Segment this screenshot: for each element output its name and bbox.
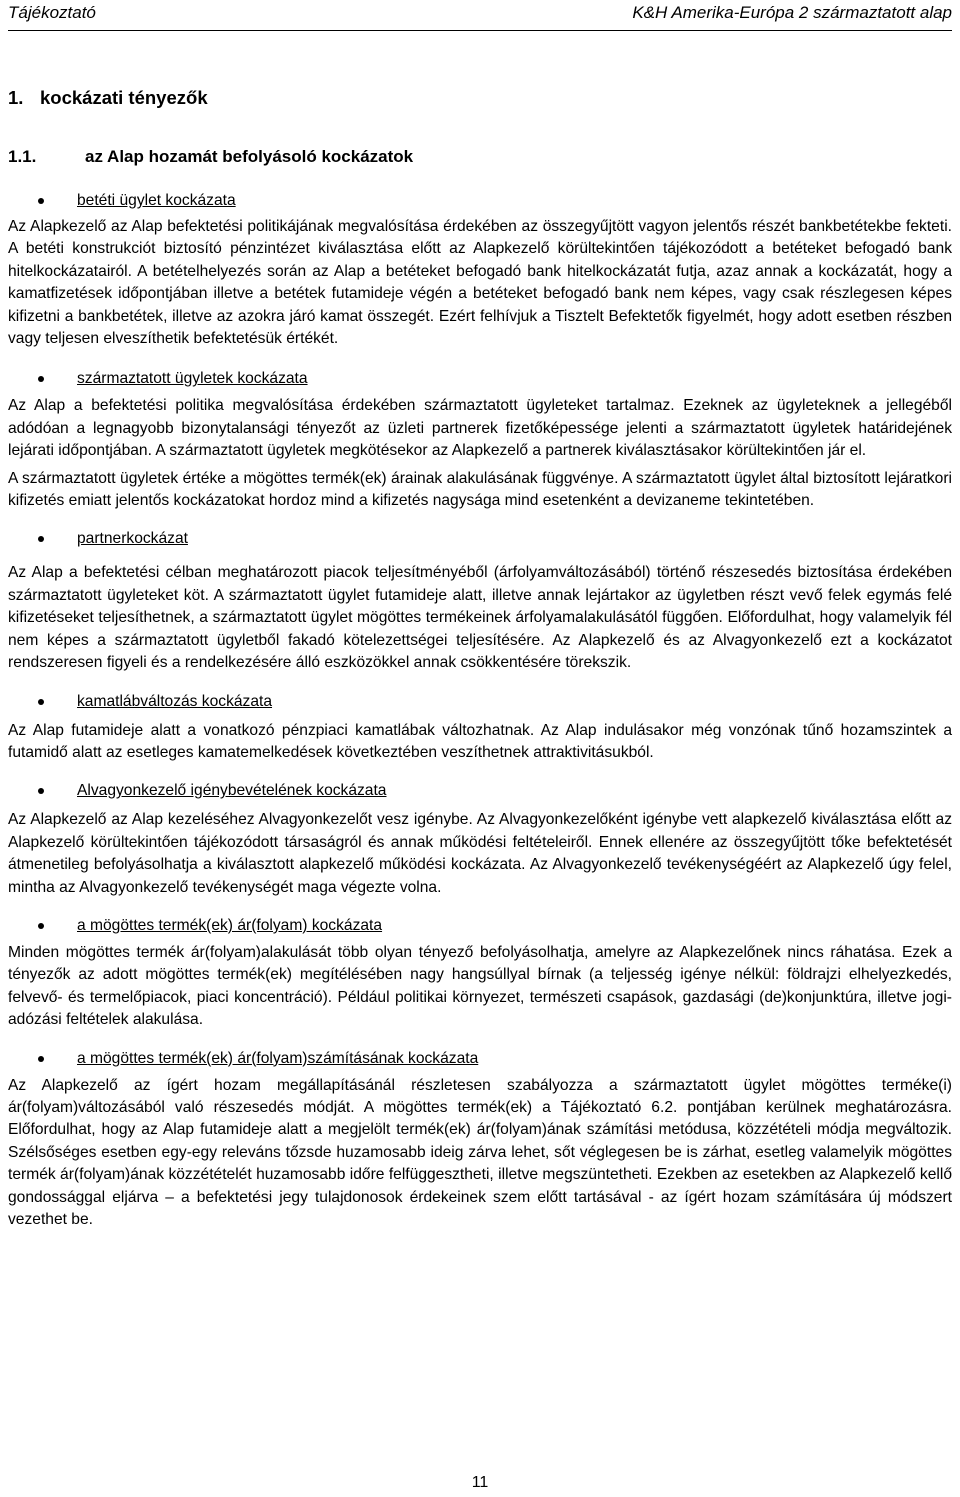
bullet-icon bbox=[38, 536, 44, 542]
header-fund-name: K&H Amerika-Európa 2 származtatott alap bbox=[632, 3, 952, 22]
subsection-number: 1.1. bbox=[8, 147, 37, 166]
section-title: kockázati tényezők bbox=[40, 87, 208, 108]
risk-item-sub-manager bbox=[8, 780, 952, 802]
risk-paragraph: Az Alap futamideje alatt a vonatkozó pénzpiaci kamatlábak változhatnak. Az Alap indulásakor még vonzónak tűnő hozamszintek a futamidő alatt az esetleges kamatemelkedések következtében veszíthetnek attraktivitásukból. bbox=[8, 721, 952, 761]
risk-paragraph: Az Alapkezelő az Alap kezeléséhez Alvagyonkezelőt vesz igénybe. Az Alvagyonkezelőként igénybe vett alapkezelő kiválasztása előtt az Alapkezelő körültekintően tájékozódott társaságról és annak működési feltételeiről. Ennek ellenére az összegyűjtött tőke befektetését átmenetileg befolyásolhatja a kiválasztott alapkezelő működési kockázata. Az Alvagyonkezelő tevékenységéért az Alapkezelő úgy felel, mintha az Alvagyonkezelő tevékenységét maga végezte volna. bbox=[8, 811, 952, 896]
risk-title: származtatott ügyletek kockázata bbox=[77, 370, 308, 388]
bullet-icon bbox=[38, 788, 44, 794]
bullet-icon bbox=[38, 1056, 44, 1062]
risk-item-interest-rate bbox=[8, 691, 952, 713]
risk-title: Alvagyonkezelő igénybevételének kockázata bbox=[77, 782, 387, 800]
section-heading bbox=[8, 87, 208, 109]
risk-paragraph: Az Alapkezelő az Alap befektetési politikájának megvalósítása érdekében az összegyűjtött vagyon jelentős részét bankbetétekbe fekteti. A betéti konstrukciót biztosító pénzintézet kiválasztása előtt az Alapkezelő körültekintően tájékozódott a betéteket befogadó bank hitelkockázatairól. A betételhelyezés során az Alap a betéteket befogadó bank hitelkockázatát futja, azaz annak a kockázatát, hogy a kamatfizetések időpontjában illetve a betétek futamideje végén a betéteket befogadó bank nem képes, vagy csak részlegesen képes kifizetni a bankbetétek, illetve az azokra járó kamat összegét. Ezért felhívjuk a Tisztelt Befektetők figyelmét, hogy adott esetben részben vagy teljesen elveszíthetik befektetésük értékét. bbox=[8, 218, 952, 348]
risk-title: betéti ügylet kockázata bbox=[77, 192, 236, 209]
risk-paragraph: Az Alapkezelő az ígért hozam megállapításánál részletesen szabályozza a származtatott ügylet mögöttes terméke(i) ár(folyam)változásából való részesedés módját. A mögöttes termék(ek) a Tájékoztató 6.2. pontjában kerülnek meghatározásra. Előfordulhat, hogy az Alap futamideje alatt a megjelölt termék(ek) ár(folyam)ának számítási metódusa, közzétételi módja megváltozik. Szélsőséges esetben egy-egy releváns tőzsde huzamosabb ideig zárva lehet, sőt véglegesen be is zárhat, esetleg valamelyik mögöttes termék ár(folyam)ának közzétételét huzamosabb időre felfüggesztheti, illetve megszüntetheti. Ezekben az esetekben az Alapkezelő kellő gondossággal eljárva – a befektetési jegy tulajdonosok érdekeinek szem előtt tartásával - az ígért hozam számítására új módszert vezethet be. bbox=[8, 1076, 952, 1228]
risk-title: partnerkockázat bbox=[77, 530, 188, 548]
risk-title: a mögöttes termék(ek) ár(folyam) kockázata bbox=[77, 916, 383, 934]
risk-paragraph: A származtatott ügyletek értéke a mögöttes termék(ek) árainak alakulásának függvénye. A származtatott ügylet által biztosított lejáratkori kifizetés emiatt jelentős kockázatokat hordoz mind a kifizetés nagysága mind esetenként a devizaneme tekintetében. bbox=[8, 469, 952, 510]
section-number: 1. bbox=[8, 87, 24, 108]
bullet-icon bbox=[38, 376, 44, 382]
page-header bbox=[8, 0, 952, 31]
header-document-type: Tájékoztató bbox=[8, 3, 96, 22]
risk-item-underlying-price bbox=[8, 915, 952, 937]
risk-item-derivatives bbox=[8, 368, 952, 390]
risk-title: a mögöttes termék(ek) ár(folyam)számításának kockázata bbox=[77, 1049, 479, 1067]
subsection-heading bbox=[8, 147, 413, 167]
risk-paragraph: Az Alap a befektetési célban meghatározott piacok teljesítményéből (árfolyamváltozásából) történő részesedés biztosítása érdekében származtatott ügyleteket köt. A származtatott ügylet futamideje alatt, illetve annak lejártakor az ügyletben részt vevő felek egymás felé kifizetéseket teljesíthetnek, a származtatott ügylet mögöttes termékeinek árfolyamalakulásától függően. Előfordulhat, hogy valamelyik fél nem képes a származtatott ügyletből fakadó kötelezettségei teljesítésére. Az Alapkezelő és az Alvagyonkezelő ezt a kockázatot rendszeresen figyeli és a rendelkezésére álló eszközökkel annak csökkentésére törekszik. bbox=[8, 564, 952, 672]
risk-paragraph: Az Alap a befektetési politika megvalósítása érdekében származtatott ügyleteket tartalmaz. Ezeknek az ügyleteknek a jellegéből adódóan a legnagyobb bizonytalansági tényezőt az üzleti partnerek fizetőképessége jelenti a származtatott ügyletek határidejének lejárati időpontjában. A származtatott ügyletek megkötésekor az Alapkezelő a partnerek kiválasztásakor körültekintően jár el. bbox=[8, 397, 952, 460]
bullet-icon bbox=[38, 923, 44, 929]
bullet-icon bbox=[38, 699, 44, 705]
subsection-title: az Alap hozamát befolyásoló kockázatok bbox=[85, 147, 414, 166]
risk-item-price-calculation bbox=[8, 1048, 952, 1070]
bullet-icon bbox=[38, 198, 44, 204]
page-number: 11 bbox=[471, 1474, 489, 1491]
risk-item-deposit bbox=[8, 190, 952, 212]
risk-title: kamatlábváltozás kockázata bbox=[77, 692, 273, 710]
risk-list bbox=[8, 190, 952, 1231]
risk-paragraph: Minden mögöttes termék ár(folyam)alakulását több olyan tényező befolyásolhatja, amelyre az Alapkezelőnek nincs ráhatása. Ezek a tényezők az adott mögöttes termék(ek) megítélésében nagy hangsúllyal bírnak (a teljesség igénye nélkül: földrajzi elhelyezkedés, felvevő- és termelőpiacok, piaci koncentráció). Például politikai környezet, természeti csapások, gazdasági (de)konjunktúra, illetve jogi-adózási feltételek alakulása. bbox=[8, 943, 952, 1029]
risk-item-counterparty bbox=[8, 528, 952, 550]
